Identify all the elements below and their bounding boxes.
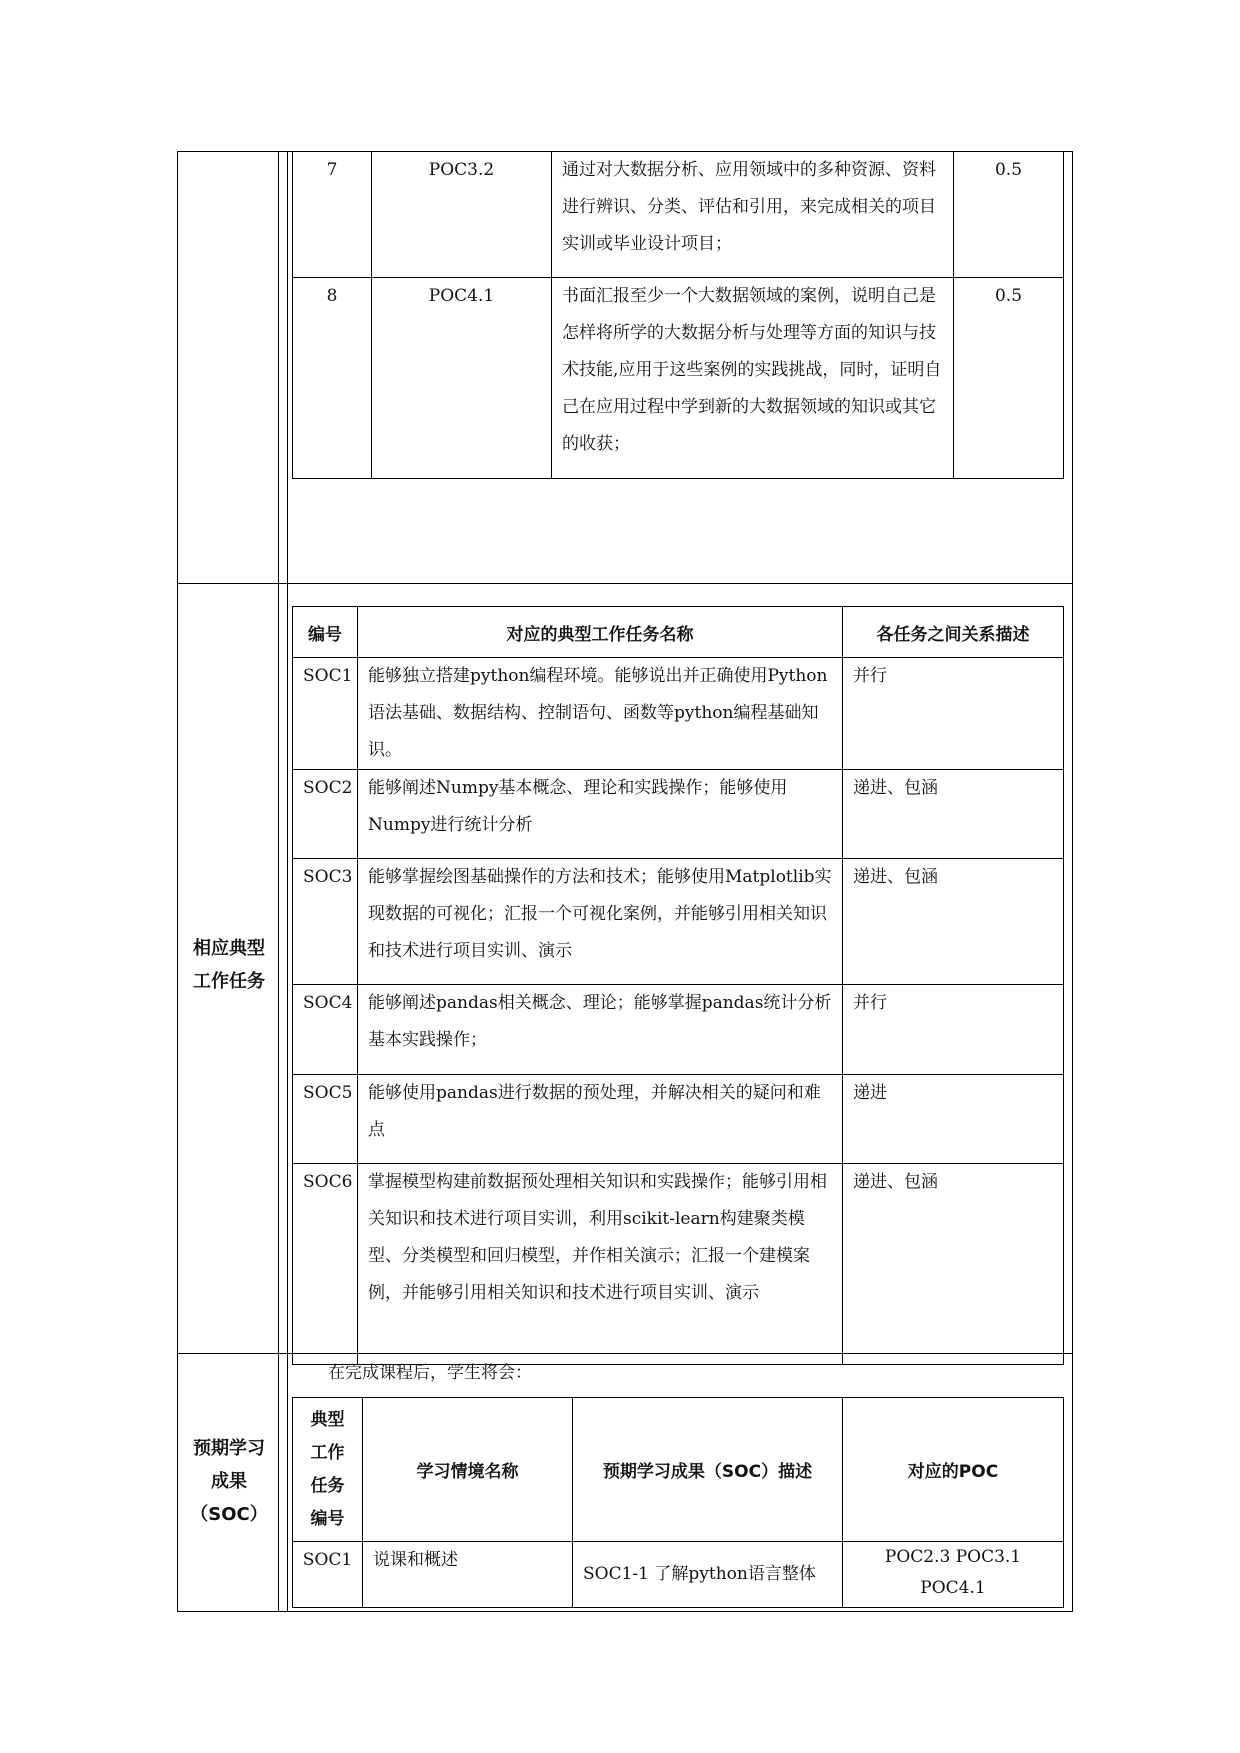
soc-intro: 在完成课程后，学生将会： [328, 1363, 532, 1383]
task-relation: 递进、包涵 [843, 1164, 1064, 1365]
table-row [293, 1542, 1064, 1608]
poc-desc: 通过对大数据分析、应用领域中的多种资源、资料进行辨识、分类、评估和引用，来完成相关的项目实训或毕业设计项目； [552, 152, 954, 278]
table-row [293, 1164, 1064, 1365]
task-no: SOC2 [293, 770, 358, 859]
header-task-name: 对应的典型工作任务名称 [358, 607, 843, 658]
task-no: SOC6 [293, 1164, 358, 1365]
task-no: SOC4 [293, 985, 358, 1075]
poc-code: POC4.1 [372, 278, 552, 479]
task-no: SOC3 [293, 859, 358, 985]
task-name: 能够阐述pandas相关概念、理论；能够掌握pandas统计分析基本实践操作； [358, 985, 843, 1075]
poc-desc: 书面汇报至少一个大数据领域的案例，说明自己是怎样将所学的大数据分析与处理等方面的知识与技术技能,应用于这些案例的实践挑战，同时，证明自己在应用过程中学到新的大数据领域的知识或其它的收获； [552, 278, 954, 479]
poc-no: 7 [293, 152, 372, 278]
poc-weight: 0.5 [954, 278, 1064, 479]
header-no: 编号 [293, 607, 358, 658]
task-relation: 递进、包涵 [843, 770, 1064, 859]
task-name: 能够独立搭建python编程环境。能够说出并正确使用Python语法基础、数据结构、控制语句、函数等python编程基础知识。 [358, 658, 843, 770]
task-name: 能够使用pandas进行数据的预处理，并解决相关的疑问和难点 [358, 1075, 843, 1164]
task-relation: 并行 [843, 985, 1064, 1075]
table-row [293, 985, 1064, 1075]
table-row [293, 770, 1064, 859]
soc-task-no: SOC1 [293, 1542, 363, 1608]
table-header-row [293, 607, 1064, 658]
soc-poc: POC2.3 POC3.1 POC4.1 [843, 1542, 1064, 1608]
header-scenario: 学习情境名称 [363, 1398, 573, 1542]
soc-scenario: 说课和概述 [363, 1542, 573, 1608]
tasks-table [292, 606, 1064, 1365]
task-name: 能够掌握绘图基础操作的方法和技术；能够使用Matplotlib实现数据的可视化；汇报一个可视化案例，并能够引用相关知识和技术进行项目实训、演示 [358, 859, 843, 985]
soc-section-label: 预期学习 成果 （SOC） [190, 1438, 268, 1525]
task-name: 能够阐述Numpy基本概念、理论和实践操作；能够使用Numpy进行统计分析 [358, 770, 843, 859]
soc-desc: SOC1-1 了解python语言整体 [573, 1542, 843, 1608]
table-row [293, 1075, 1064, 1164]
poc-weight: 0.5 [954, 152, 1064, 278]
label-column-divider [278, 151, 279, 1612]
poc-code: POC3.2 [372, 152, 552, 278]
poc-no: 8 [293, 278, 372, 479]
table-header-row [293, 1398, 1064, 1542]
header-soc-desc: 预期学习成果（SOC）描述 [573, 1398, 843, 1542]
section-divider-1 [177, 583, 1073, 584]
task-relation: 递进 [843, 1075, 1064, 1164]
table-row [293, 278, 1064, 479]
task-relation: 递进、包涵 [843, 859, 1064, 985]
header-poc: 对应的POC [843, 1398, 1064, 1542]
table-row [293, 658, 1064, 770]
table-row [293, 152, 1064, 278]
task-no: SOC5 [293, 1075, 358, 1164]
task-name: 掌握模型构建前数据预处理相关知识和实践操作；能够引用相关知识和技术进行项目实训，利用scikit-learn构建聚类模型、分类模型和回归模型，并作相关演示；汇报一个建模案例，并能够引用相关知识和技术进行项目实训、演示 [358, 1164, 843, 1365]
inner-column-divider [287, 151, 288, 1612]
table-row [293, 859, 1064, 985]
header-relation: 各任务之间关系描述 [843, 607, 1064, 658]
header-task-no: 典型工作任务编号 [293, 1398, 363, 1542]
soc-table [292, 1397, 1064, 1608]
task-relation: 并行 [843, 658, 1064, 770]
task-no: SOC1 [293, 658, 358, 770]
poc-table [292, 151, 1064, 479]
tasks-section-label: 相应典型 工作任务 [193, 938, 265, 992]
